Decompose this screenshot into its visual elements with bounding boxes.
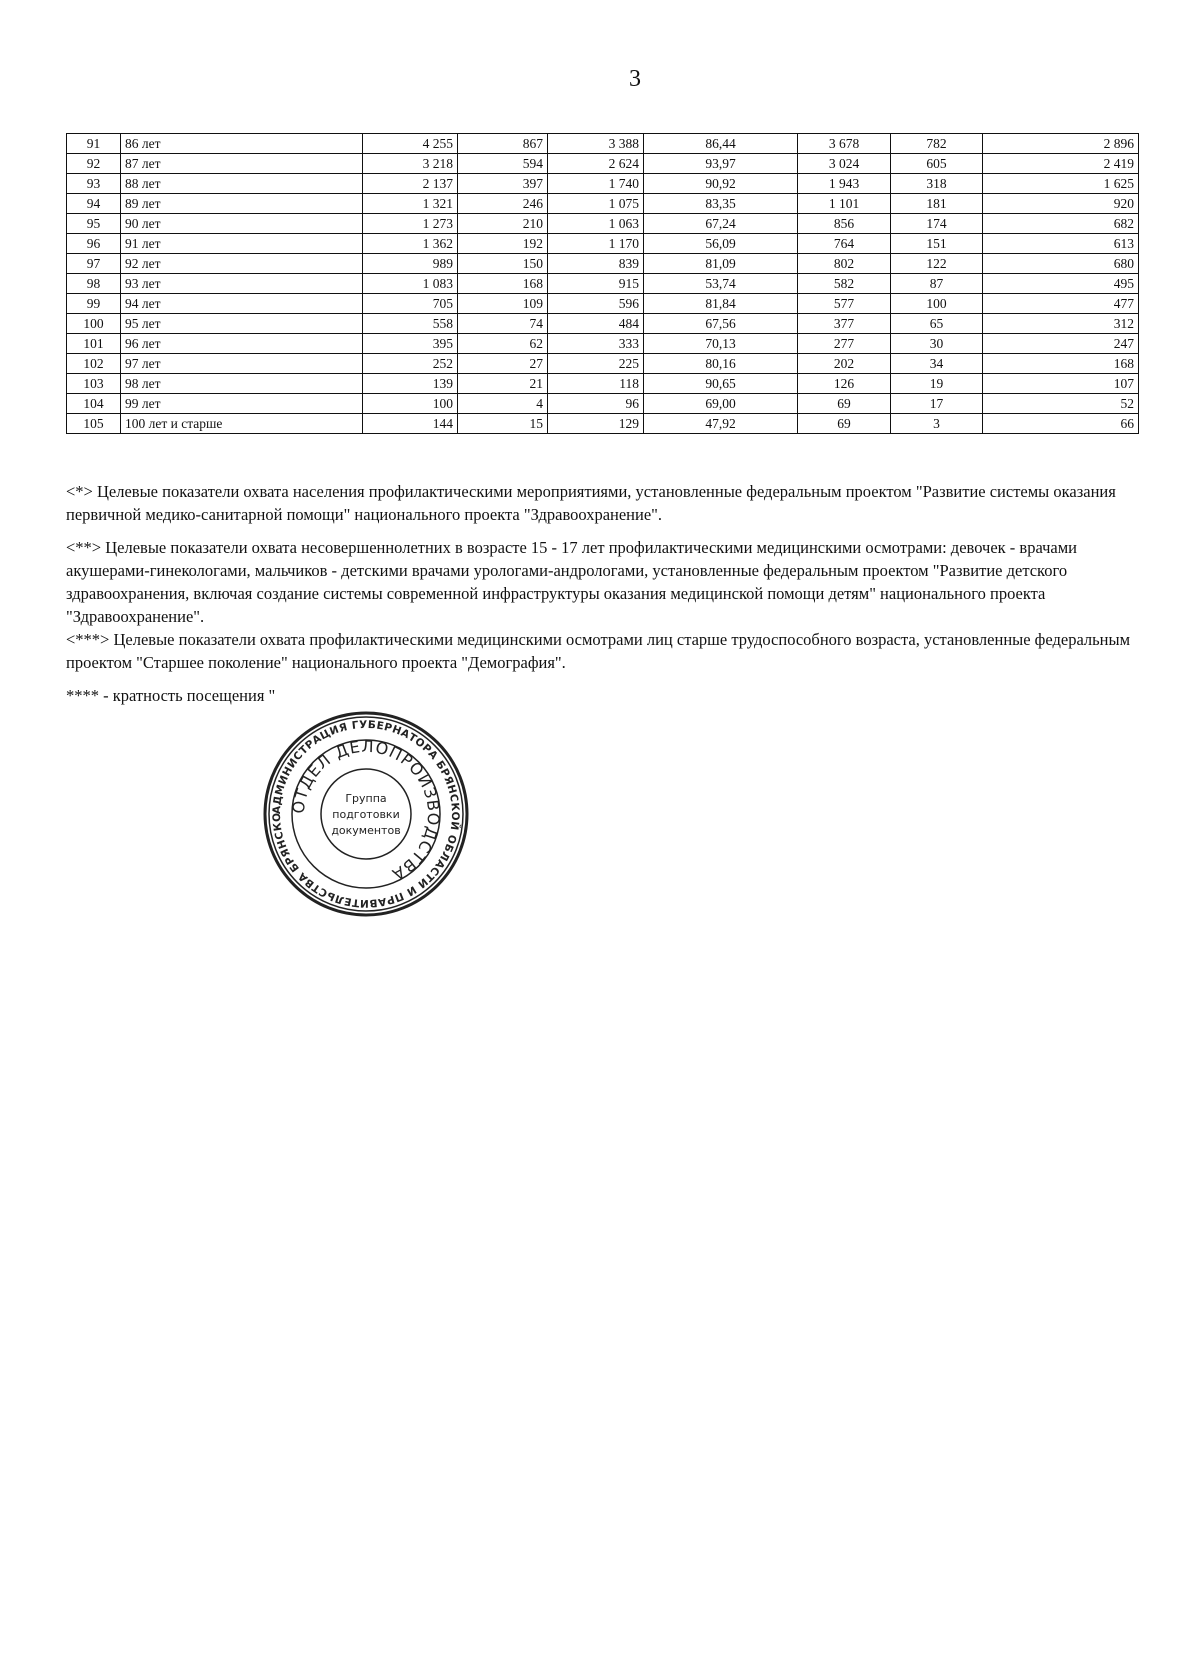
stamp-outer-text: АДМИНИСТРАЦИЯ ГУБЕРНАТОРА БРЯНСКОЙ ОБЛАСТИ И ПРАВИТЕЛЬСТВА БРЯНСКО <box>270 718 462 910</box>
row-number-cell: 94 <box>67 194 121 214</box>
col-6-cell: 17 <box>891 394 983 414</box>
col-5-cell: 582 <box>798 274 891 294</box>
row-number-cell: 100 <box>67 314 121 334</box>
table-row <box>67 294 1139 314</box>
data-table <box>66 133 1139 434</box>
percent-cell: 83,35 <box>644 194 798 214</box>
col-3-cell: 2 624 <box>548 154 644 174</box>
table-row <box>67 134 1139 154</box>
percent-cell: 90,65 <box>644 374 798 394</box>
col-6-cell: 782 <box>891 134 983 154</box>
percent-cell: 67,56 <box>644 314 798 334</box>
col-2-cell: 109 <box>458 294 548 314</box>
row-number-cell: 104 <box>67 394 121 414</box>
age-group-cell: 89 лет <box>121 194 363 214</box>
percent-cell: 69,00 <box>644 394 798 414</box>
col-7-cell: 1 625 <box>983 174 1139 194</box>
col-3-cell: 1 063 <box>548 214 644 234</box>
age-group-cell: 94 лет <box>121 294 363 314</box>
col-5-cell: 126 <box>798 374 891 394</box>
total-cell: 4 255 <box>363 134 458 154</box>
col-2-cell: 168 <box>458 274 548 294</box>
col-3-cell: 1 740 <box>548 174 644 194</box>
total-cell: 395 <box>363 334 458 354</box>
col-7-cell: 2 896 <box>983 134 1139 154</box>
total-cell: 705 <box>363 294 458 314</box>
percent-cell: 81,84 <box>644 294 798 314</box>
footnote-1: <*> Целевые показатели охвата населения профилактическими мероприятиями, установленные федеральным проектом "Развитие системы оказания первичной медико-санитарной помощи" национального проекта "Здравоохранение". <box>66 482 1116 524</box>
stamp-seal-graphic <box>262 710 470 918</box>
table-row <box>67 314 1139 334</box>
table-row <box>67 234 1139 254</box>
total-cell: 139 <box>363 374 458 394</box>
col-2-cell: 867 <box>458 134 548 154</box>
col-2-cell: 246 <box>458 194 548 214</box>
total-cell: 1 321 <box>363 194 458 214</box>
col-3-cell: 839 <box>548 254 644 274</box>
col-6-cell: 65 <box>891 314 983 334</box>
col-2-cell: 594 <box>458 154 548 174</box>
table-row <box>67 174 1139 194</box>
col-7-cell: 107 <box>983 374 1139 394</box>
total-cell: 100 <box>363 394 458 414</box>
col-5-cell: 69 <box>798 414 891 434</box>
col-3-cell: 3 388 <box>548 134 644 154</box>
col-5-cell: 277 <box>798 334 891 354</box>
table-row <box>67 414 1139 434</box>
age-group-cell: 95 лет <box>121 314 363 334</box>
footnote-4: **** - кратность посещения " <box>66 686 276 705</box>
page-number: 3 <box>629 66 641 92</box>
total-cell: 558 <box>363 314 458 334</box>
age-group-cell: 92 лет <box>121 254 363 274</box>
col-5-cell: 1 943 <box>798 174 891 194</box>
col-7-cell: 168 <box>983 354 1139 374</box>
col-5-cell: 69 <box>798 394 891 414</box>
col-7-cell: 52 <box>983 394 1139 414</box>
table-row <box>67 394 1139 414</box>
col-3-cell: 1 170 <box>548 234 644 254</box>
col-7-cell: 66 <box>983 414 1139 434</box>
percent-cell: 70,13 <box>644 334 798 354</box>
col-7-cell: 495 <box>983 274 1139 294</box>
col-6-cell: 3 <box>891 414 983 434</box>
col-5-cell: 856 <box>798 214 891 234</box>
col-6-cell: 30 <box>891 334 983 354</box>
age-group-cell: 97 лет <box>121 354 363 374</box>
row-number-cell: 102 <box>67 354 121 374</box>
col-6-cell: 19 <box>891 374 983 394</box>
col-3-cell: 333 <box>548 334 644 354</box>
total-cell: 1 083 <box>363 274 458 294</box>
row-number-cell: 98 <box>67 274 121 294</box>
col-3-cell: 596 <box>548 294 644 314</box>
col-5-cell: 377 <box>798 314 891 334</box>
total-cell: 1 362 <box>363 234 458 254</box>
col-6-cell: 318 <box>891 174 983 194</box>
percent-cell: 80,16 <box>644 354 798 374</box>
col-5-cell: 764 <box>798 234 891 254</box>
total-cell: 1 273 <box>363 214 458 234</box>
age-group-cell: 93 лет <box>121 274 363 294</box>
row-number-cell: 105 <box>67 414 121 434</box>
table-row <box>67 154 1139 174</box>
row-number-cell: 103 <box>67 374 121 394</box>
col-3-cell: 118 <box>548 374 644 394</box>
col-7-cell: 682 <box>983 214 1139 234</box>
col-2-cell: 192 <box>458 234 548 254</box>
col-2-cell: 397 <box>458 174 548 194</box>
table-row <box>67 354 1139 374</box>
age-group-cell: 99 лет <box>121 394 363 414</box>
total-cell: 252 <box>363 354 458 374</box>
stamp-inner-text: ОТДЕЛ ДЕЛОПРОИЗВОДСТВА <box>288 736 444 885</box>
percent-cell: 86,44 <box>644 134 798 154</box>
col-6-cell: 34 <box>891 354 983 374</box>
col-7-cell: 2 419 <box>983 154 1139 174</box>
percent-cell: 56,09 <box>644 234 798 254</box>
percent-cell: 67,24 <box>644 214 798 234</box>
col-2-cell: 62 <box>458 334 548 354</box>
age-group-cell: 98 лет <box>121 374 363 394</box>
row-number-cell: 96 <box>67 234 121 254</box>
row-number-cell: 97 <box>67 254 121 274</box>
col-6-cell: 181 <box>891 194 983 214</box>
col-3-cell: 1 075 <box>548 194 644 214</box>
col-3-cell: 915 <box>548 274 644 294</box>
col-2-cell: 15 <box>458 414 548 434</box>
col-5-cell: 202 <box>798 354 891 374</box>
stamp-center-line-2: подготовки <box>332 808 400 821</box>
footnote-2: <**> Целевые показатели охвата несовершеннолетних в возрасте 15 - 17 лет профилактическими медицинскими осмотрами: девочек - врачами акушерами-гинекологами, мальчиков - детскими врачами урологами-андрологами, установленные федеральным проектом "Развитие детского здравоохранения, включая создание системы современной инфраструктуры оказания медицинской помощи детям" национального проекта "Здравоохранение". <box>66 538 1077 626</box>
col-5-cell: 3 678 <box>798 134 891 154</box>
col-6-cell: 151 <box>891 234 983 254</box>
age-group-cell: 96 лет <box>121 334 363 354</box>
col-2-cell: 4 <box>458 394 548 414</box>
stamp-center-line-1: Группа <box>345 792 387 805</box>
col-2-cell: 27 <box>458 354 548 374</box>
col-7-cell: 680 <box>983 254 1139 274</box>
table-row <box>67 334 1139 354</box>
col-6-cell: 605 <box>891 154 983 174</box>
footnote-3: <***> Целевые показатели охвата профилактическими медицинскими осмотрами лиц старше трудоспособного возраста, установленные федеральным проектом "Старшее поколение" национального проекта "Демография". <box>66 630 1131 672</box>
row-number-cell: 95 <box>67 214 121 234</box>
percent-cell: 53,74 <box>644 274 798 294</box>
total-cell: 989 <box>363 254 458 274</box>
percent-cell: 93,97 <box>644 154 798 174</box>
row-number-cell: 93 <box>67 174 121 194</box>
col-2-cell: 74 <box>458 314 548 334</box>
col-3-cell: 484 <box>548 314 644 334</box>
age-group-cell: 87 лет <box>121 154 363 174</box>
percent-cell: 90,92 <box>644 174 798 194</box>
percent-cell: 47,92 <box>644 414 798 434</box>
total-cell: 144 <box>363 414 458 434</box>
col-7-cell: 920 <box>983 194 1139 214</box>
table-row <box>67 254 1139 274</box>
col-6-cell: 87 <box>891 274 983 294</box>
col-7-cell: 312 <box>983 314 1139 334</box>
stamp-center-line-3: документов <box>331 824 401 837</box>
col-5-cell: 3 024 <box>798 154 891 174</box>
col-7-cell: 247 <box>983 334 1139 354</box>
row-number-cell: 92 <box>67 154 121 174</box>
col-2-cell: 21 <box>458 374 548 394</box>
age-group-cell: 86 лет <box>121 134 363 154</box>
col-5-cell: 577 <box>798 294 891 314</box>
col-5-cell: 1 101 <box>798 194 891 214</box>
footnotes <box>66 480 1156 707</box>
col-2-cell: 210 <box>458 214 548 234</box>
row-number-cell: 91 <box>67 134 121 154</box>
table-row <box>67 194 1139 214</box>
office-stamp <box>262 710 470 918</box>
age-group-cell: 90 лет <box>121 214 363 234</box>
percent-cell: 81,09 <box>644 254 798 274</box>
row-number-cell: 101 <box>67 334 121 354</box>
col-6-cell: 100 <box>891 294 983 314</box>
row-number-cell: 99 <box>67 294 121 314</box>
table-row <box>67 374 1139 394</box>
col-2-cell: 150 <box>458 254 548 274</box>
table-row <box>67 214 1139 234</box>
col-6-cell: 122 <box>891 254 983 274</box>
col-7-cell: 613 <box>983 234 1139 254</box>
col-3-cell: 129 <box>548 414 644 434</box>
table-row <box>67 274 1139 294</box>
col-3-cell: 225 <box>548 354 644 374</box>
col-3-cell: 96 <box>548 394 644 414</box>
age-group-cell: 91 лет <box>121 234 363 254</box>
col-6-cell: 174 <box>891 214 983 234</box>
total-cell: 3 218 <box>363 154 458 174</box>
age-group-cell: 88 лет <box>121 174 363 194</box>
total-cell: 2 137 <box>363 174 458 194</box>
age-group-cell: 100 лет и старше <box>121 414 363 434</box>
col-7-cell: 477 <box>983 294 1139 314</box>
col-5-cell: 802 <box>798 254 891 274</box>
